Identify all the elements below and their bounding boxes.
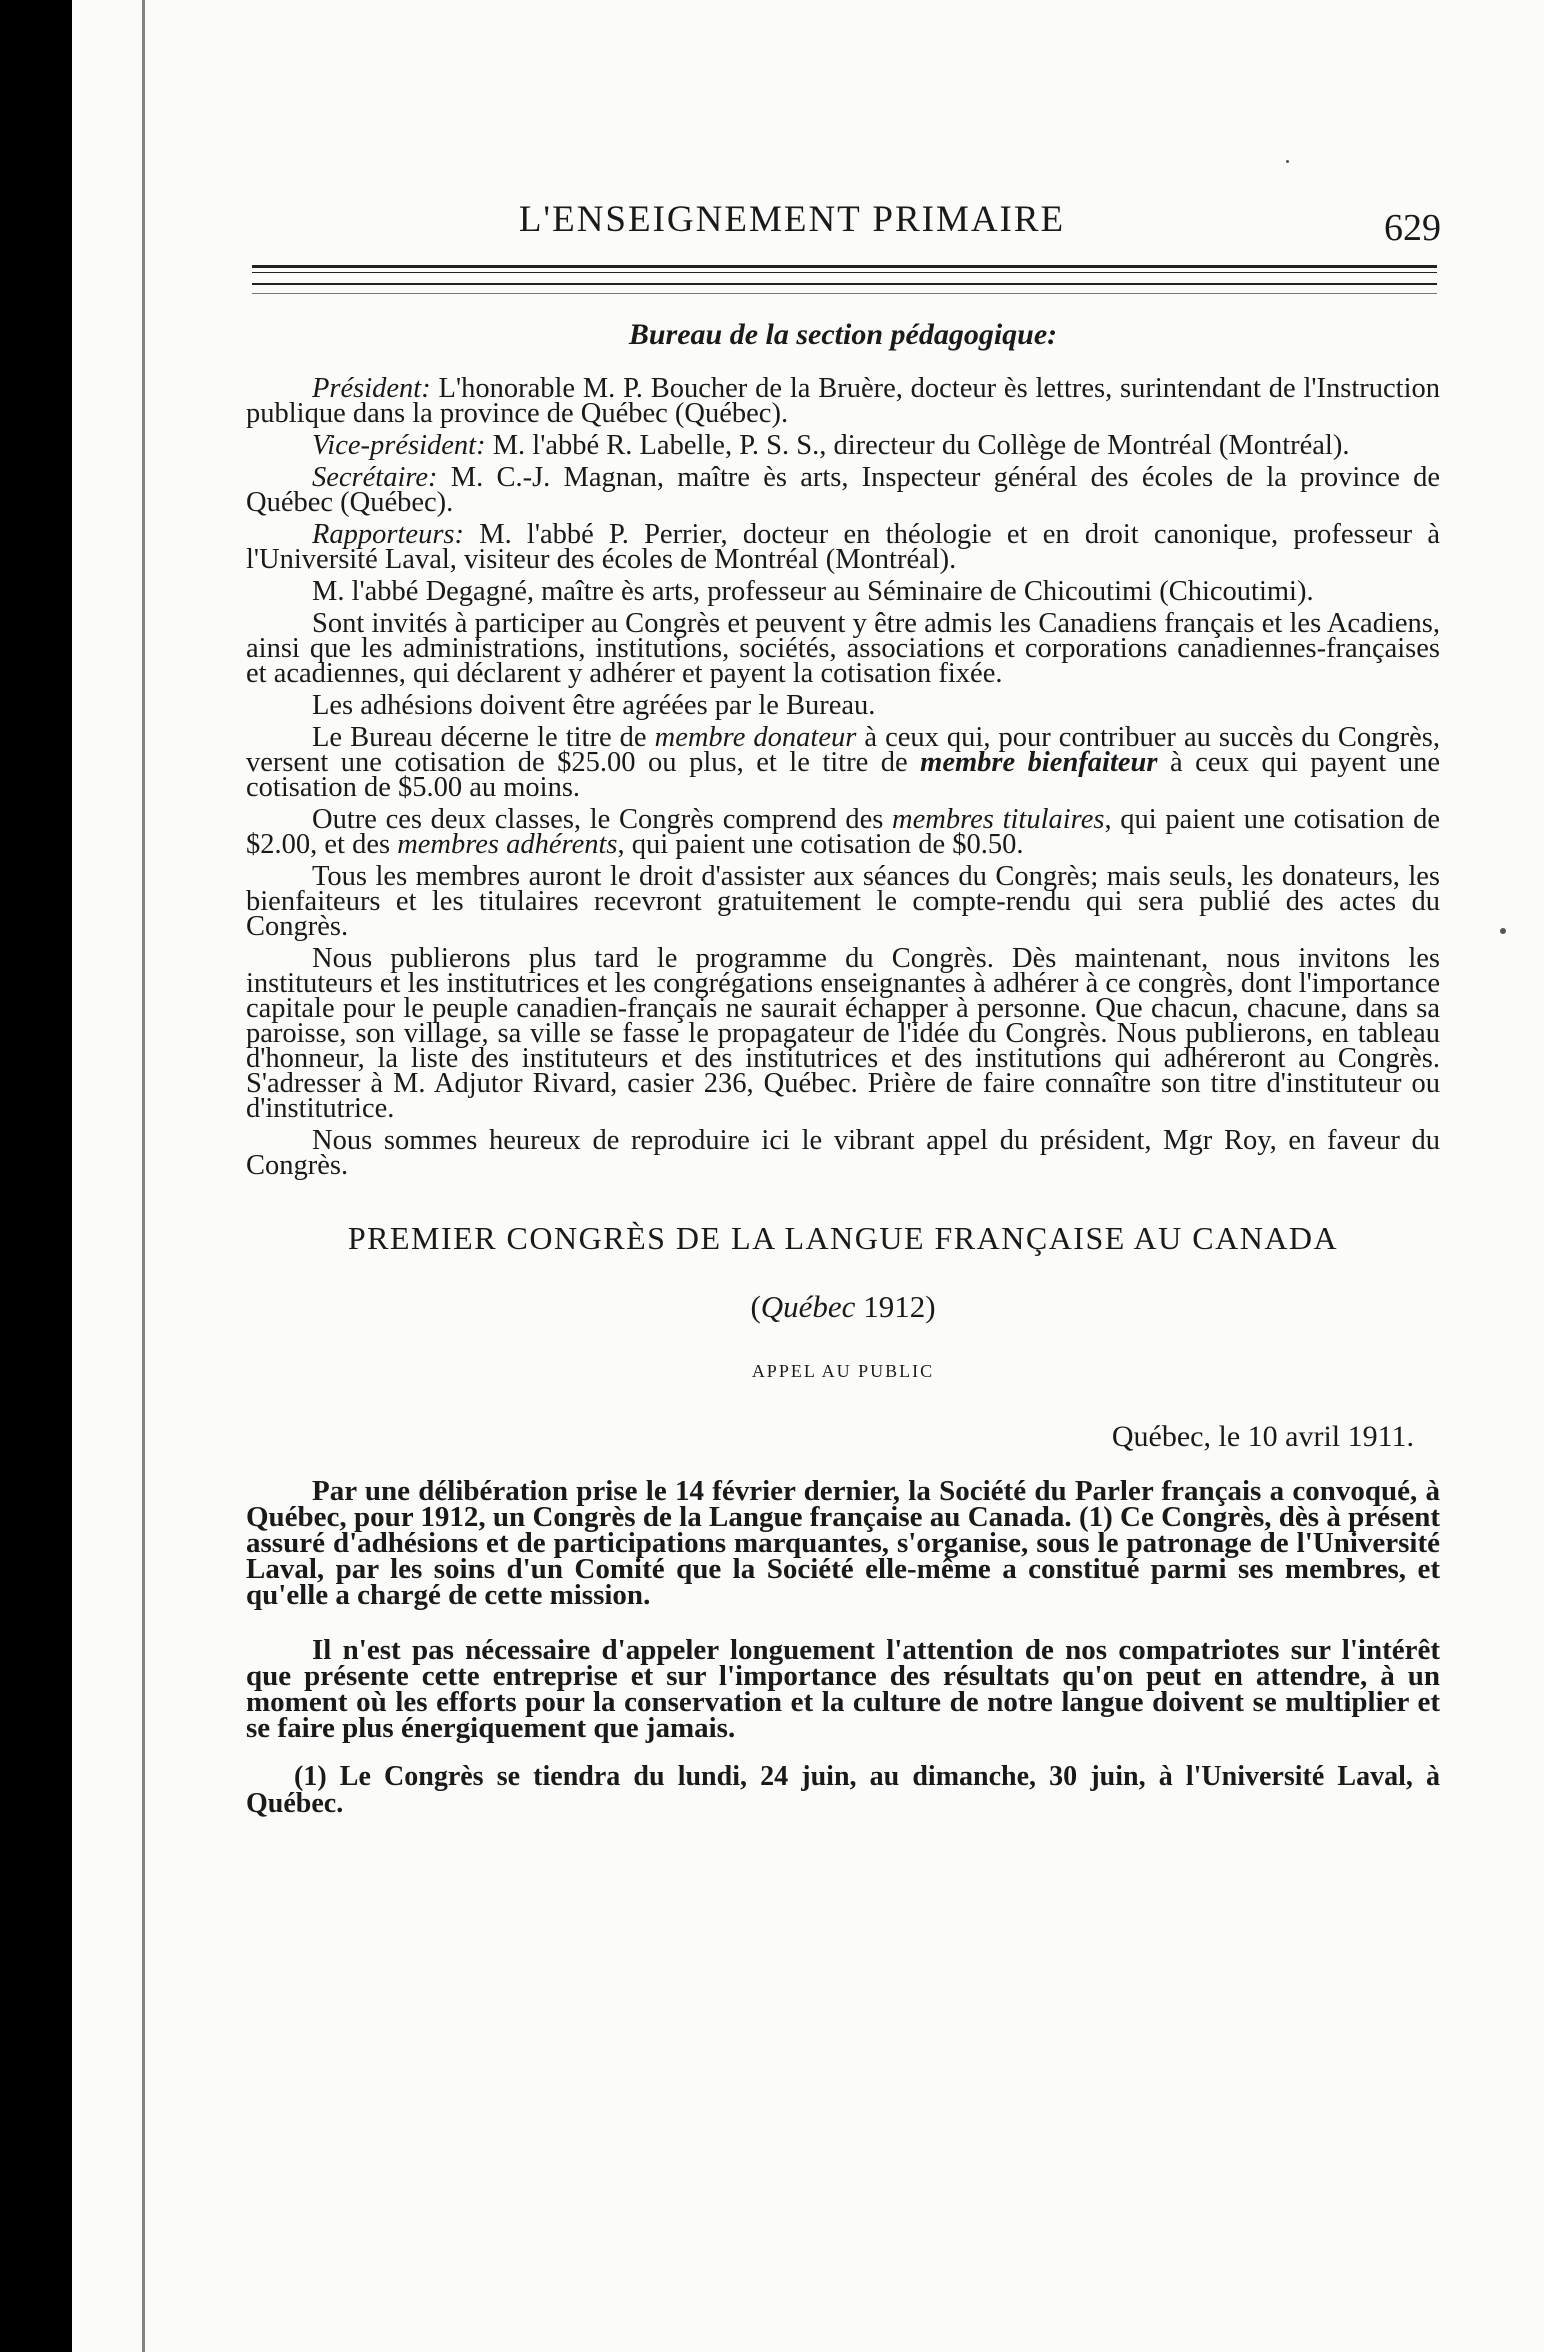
- outre-text-2: , qui paient une cotisation de $2.00, et des: [246, 804, 1440, 860]
- footnote: (1) Le Congrès se tiendra du lundi, 24 juin, au dimanche, 30 juin, à l'Université Laval, à Québec.: [246, 1761, 1440, 1819]
- appel-title: PREMIER CONGRÈS DE LA LANGUE FRANÇAISE AU CANADA: [347, 1220, 1339, 1256]
- page-binding-edge: [142, 0, 145, 2352]
- rapporteurs-label: Rapporteurs:: [312, 519, 464, 550]
- secretaire-label: Secrétaire:: [312, 462, 438, 493]
- page-body: [246, 318, 1440, 1845]
- outre-text-3: , qui paient une cotisation de $0.50.: [617, 829, 1024, 860]
- scanned-page: [72, 0, 1544, 2352]
- paragraph-bureau: [246, 722, 1441, 803]
- header-rule: [252, 283, 1437, 285]
- bureau-text-2: à ceux qui, pour contribuer au succès du Congrès, versent une cotisation de $25.00 ou plus, et le titre de: [246, 722, 1441, 778]
- president-label: Président:: [312, 373, 431, 404]
- outre-text-1: Outre ces deux classes, le Congrès comprend des: [312, 804, 893, 835]
- paragraph-outre: [246, 804, 1440, 860]
- rapporteur2-entry: M. l'abbé Degagné, maître ès arts, professeur au Séminaire de Chicoutimi (Chicoutimi).: [312, 576, 1314, 607]
- secretaire-text: M. C.-J. Magnan, maître ès arts, Inspecteur général des écoles de la province de Québec (Québec).: [246, 462, 1440, 518]
- dateline: Québec, le 10 avril 1911.: [1111, 1420, 1414, 1453]
- paragraph-invites: Sont invités à participer au Congrès et peuvent y être admis les Canadiens français et les Acadiens, ainsi que les administrations, institutions, sociétés, associations et corporations canadiennes-françaises et acadiennes, qui déclarent y adhérer et payent la cotisation fixée.: [246, 608, 1440, 689]
- bureau-text-3: à ceux qui payent une cotisation de $5.00 au moins.: [246, 747, 1440, 803]
- margin-speck: [1286, 160, 1289, 163]
- section-title: Bureau de la section pédagogique:: [628, 318, 1058, 351]
- header-rule: [252, 272, 1437, 273]
- term-membres-titulaires: membres titulaires: [892, 804, 1105, 835]
- term-membre-donateur: membre donateur: [654, 722, 857, 753]
- paragraph-adhesions: Les adhésions doivent être agréées par le Bureau.: [312, 690, 876, 721]
- vice-label: Vice-président:: [312, 430, 486, 461]
- vice-president-entry: [246, 430, 1440, 461]
- header-rule: [252, 265, 1437, 268]
- president-entry: [246, 373, 1440, 429]
- term-membre-bienfaiteur: membre bienfaiteur: [920, 747, 1158, 778]
- secretaire-entry: [246, 462, 1440, 518]
- page-number: 629: [1384, 207, 1441, 249]
- paragraph-tous: Tous les membres auront le droit d'assister aux séances du Congrès; mais seuls, les donateurs, les bienfaiteurs et les titulaires recevront gratuitement le compte-rendu qui sera publié des actes du Congrès.: [246, 861, 1440, 942]
- appel-paragraph-1: Par une délibération prise le 14 février dernier, la Société du Parler français a convoqué, à Québec, pour 1912, un Congrès de la Langue française au Canada. (1) Ce Congrès, dès à présent assuré d'adhésions et de participations marquantes, s'organise, sous le patronage de l'Université Laval, par les soins d'un Comité que la Société elle-même a constitué parmi ses membres, et qu'elle a chargé de cette mission.: [246, 1475, 1440, 1611]
- margin-speck: [1500, 928, 1506, 934]
- vice-text: M. l'abbé R. Labelle, P. S. S., directeur du Collège de Montréal (Montréal).: [492, 430, 1350, 461]
- rapporteurs-text: M. l'abbé P. Perrier, docteur en théologie et en droit canonique, professeur à l'Université Laval, visiteur des écoles de Montréal (Montréal).: [246, 519, 1440, 575]
- paragraph-heureux: Nous sommes heureux de reproduire ici le vibrant appel du président, Mgr Roy, en faveur du Congrès.: [246, 1125, 1440, 1181]
- president-text: L'honorable M. P. Boucher de la Bruère, docteur ès lettres, surintendant de l'Instruction publique dans la province de Québec (Québec).: [246, 373, 1440, 429]
- appel-label: APPEL AU PUBLIC: [751, 1361, 935, 1381]
- running-header: L'ENSEIGNEMENT PRIMAIRE: [518, 199, 1066, 240]
- rapporteurs-entry: [246, 519, 1440, 575]
- term-membres-adherents: membres adhérents: [397, 829, 618, 860]
- subtitle-year: 1912: [863, 1289, 926, 1324]
- paragraph-publierons: Nous publierons plus tard le programme du Congrès. Dès maintenant, nous invitons les instituteurs et les institutrices et les congrégations enseignantes à adhérer à ce congrès, dont l'importance capitale pour le peuple canadien-français ne saurait échapper à personne. Que chacun, chacune, dans sa paroisse, son village, sa ville se fasse le propagateur de l'idée du Congrès. Nous publierons, en tableau d'honneur, la liste des instituteurs et des institutrices et des institutions qui adhéreront au Congrès. S'adresser à M. Adjutor Rivard, casier 236, Québec. Prière de faire connaître son titre d'instituteur ou d'institutrice.: [246, 943, 1440, 1124]
- header-rule: [252, 293, 1437, 294]
- appel-subtitle: (Québec 1912): [750, 1289, 936, 1324]
- bureau-text-1: Le Bureau décerne le titre de: [312, 722, 655, 753]
- subtitle-place: Québec: [760, 1289, 856, 1324]
- appel-paragraph-2: Il n'est pas nécessaire d'appeler longuement l'attention de nos compatriotes sur l'intérêt que présente cette entreprise et sur l'importance des résultats qu'on peut en attendre, à un moment où les efforts pour la conservation et la culture de notre langue doivent se multiplier et se faire plus énergiquement que jamais.: [246, 1634, 1440, 1744]
